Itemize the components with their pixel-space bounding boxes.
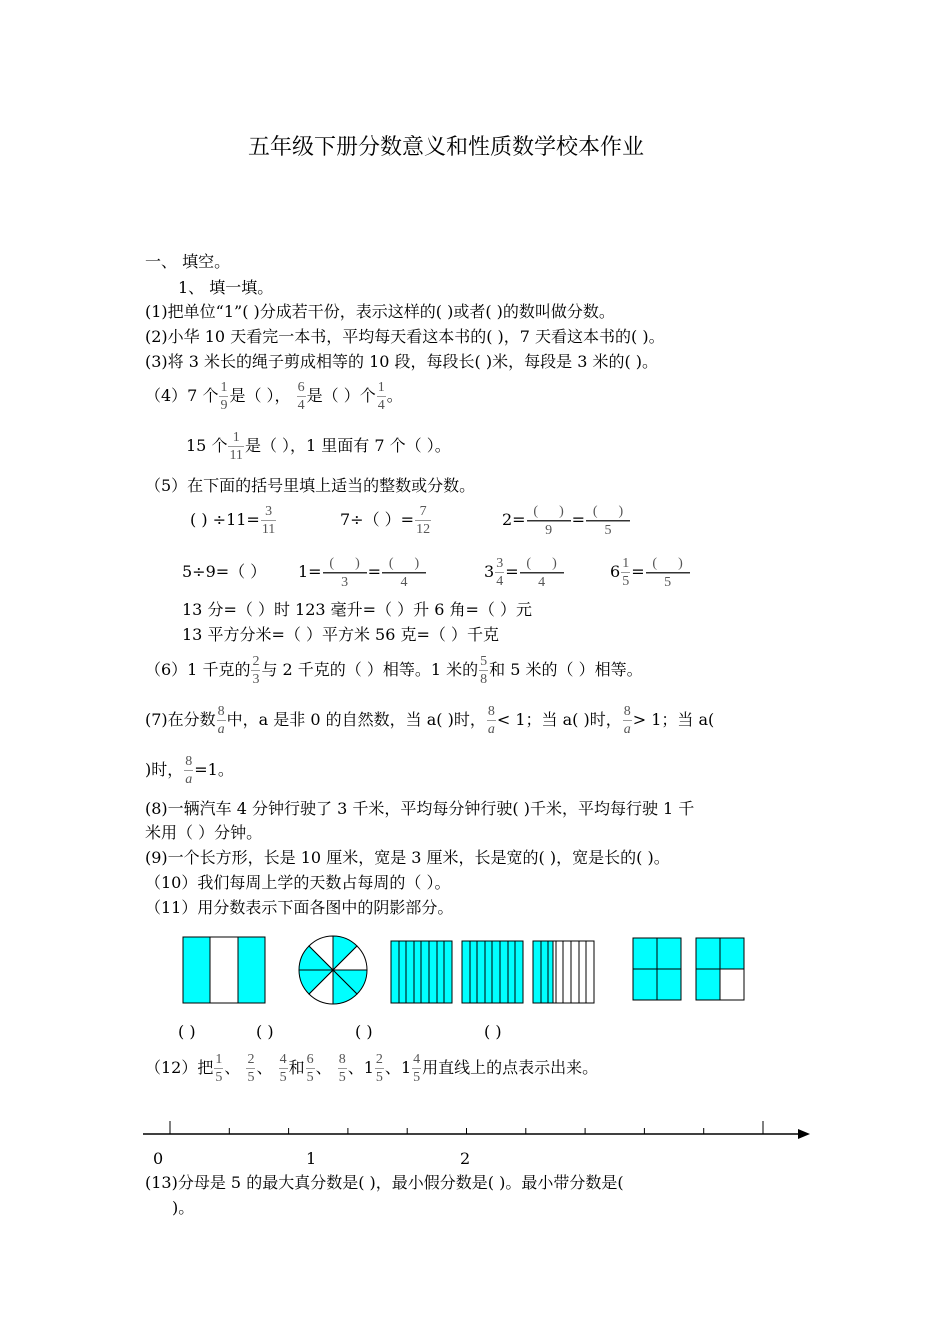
fraction: $\frac{4}{5}$ (413, 1052, 421, 1085)
fraction: $\frac{8}{a}$ (487, 704, 495, 737)
section-heading: 一、 填空。 (145, 252, 231, 271)
separator: 、 (315, 1058, 332, 1077)
fraction: $\frac{3}{11}$ (261, 504, 276, 537)
page-title: 五年级下册分数意义和性质数学校本作业 (248, 135, 645, 160)
fraction: $\frac{5}{8}$ (480, 654, 488, 687)
question-5: （5）在下面的括号里填上适当的整数或分数。 (145, 476, 476, 495)
q5-r2c: 3 (484, 562, 495, 581)
q7-g: =1。 (194, 760, 234, 779)
fraction: $\frac{6}{5}$ (306, 1052, 314, 1085)
question-6 (145, 650, 643, 690)
fraction: $\frac{8}{a}$ (185, 754, 193, 787)
q12-end: 用直线上的点表示出来。 (422, 1058, 599, 1077)
separator: 、 (224, 1058, 241, 1077)
q4-text-a: （4）7 个 (145, 386, 219, 405)
fraction: $\frac{3}{4}$ (496, 556, 504, 589)
q7-c: < 1；当 a( )时， (496, 710, 622, 729)
fraction: $\frac{2}{5}$ (375, 1052, 383, 1085)
fraction: $\frac{4}{5}$ (279, 1052, 287, 1085)
q5-r1a: ( ) ÷11= (190, 510, 260, 529)
number-line-label-2: 2 (460, 1149, 471, 1168)
q4-text-g: 是（ ），1 里面有 7 个（ ）。 (244, 436, 451, 455)
separator: 、 (384, 1058, 401, 1077)
q4-text-b: 是（ ）， (229, 386, 291, 405)
q5-r1c: 2= (502, 510, 526, 529)
q5-row-4: 13 平方分米=（ ）平方米 56 克=（ ）千克 (182, 625, 499, 644)
blank-fraction[interactable]: $\frac{( )}{5}$ (646, 555, 690, 591)
sub-heading: 1、 填一填。 (178, 278, 274, 297)
question-12 (145, 1048, 598, 1088)
fraction: $\frac{1}{5}$ (622, 556, 630, 589)
question-13-line-2: )。 (172, 1198, 195, 1217)
separator: 、 (347, 1058, 364, 1077)
q7-e: )时， (145, 760, 184, 779)
question-1: (1)把单位“1”( )分成若干份，表示这样的( )或者( )的数叫做分数。 (145, 302, 615, 321)
question-3: (3)将 3 米长的绳子剪成相等的 10 段，每段长( )米，每段是 3 米的( )。 (145, 352, 659, 371)
question-9: (9)一个长方形，长是 10 厘米，宽是 3 厘米，长是宽的( )，宽是长的( )。 (145, 848, 670, 867)
fraction: $\frac{1}{9}$ (220, 380, 228, 413)
equals: = (631, 562, 645, 581)
q4-text-c: 是（ ）个 (306, 386, 376, 405)
mixed-whole: 1 (400, 1058, 412, 1077)
figure-strip-partial (533, 941, 594, 1003)
and-word: 和 (288, 1058, 305, 1077)
q6-a: （6）1 千克的 (145, 660, 251, 679)
q5-row-2c (484, 552, 565, 592)
q5-row-1c (502, 500, 631, 540)
q5-row-2a (182, 552, 266, 592)
number-line (0, 1120, 950, 1150)
question-4-line-1 (145, 376, 403, 416)
question-8-line-1: (8)一辆汽车 4 分钟行驶了 3 千米，平均每分钟行驶( )千米，平均每行驶 1 千 (145, 799, 695, 818)
fraction: $\frac{1}{5}$ (215, 1052, 223, 1085)
q5-r2d: 6 (610, 562, 621, 581)
fraction: $\frac{8}{5}$ (338, 1052, 346, 1085)
blank-fraction[interactable]: $\frac{( )}{5}$ (586, 503, 630, 539)
fraction: $\frac{1}{11}$ (229, 430, 243, 463)
question-11: （11）用分数表示下面各图中的阴影部分。 (145, 898, 454, 917)
mixed-whole: 1 (363, 1058, 374, 1077)
figure-rect-thirds (183, 937, 265, 1003)
blank-fraction[interactable]: $\frac{( )}{4}$ (520, 555, 564, 591)
q6-c: 和 5 米的（ ）相等。 (489, 660, 643, 679)
blank-fraction[interactable]: $\frac{( )}{4}$ (382, 555, 426, 591)
answer-blank-2[interactable]: ( ) (256, 1022, 274, 1041)
equals: = (367, 562, 381, 581)
figure-strip-full-b (462, 941, 523, 1003)
blank-fraction[interactable]: $\frac{( )}{3}$ (323, 555, 367, 591)
figure-circle-eighths (299, 936, 367, 1004)
equals: = (571, 510, 585, 529)
question-4-line-2 (186, 426, 451, 466)
q7-a: (7)在分数 (145, 710, 216, 729)
fraction: $\frac{8}{a}$ (623, 704, 631, 737)
fraction: $\frac{2}{3}$ (252, 654, 260, 687)
fraction: $\frac{2}{5}$ (247, 1052, 255, 1085)
fraction: $\frac{6}{4}$ (297, 380, 305, 413)
q12-a: （12）把 (145, 1058, 214, 1077)
answer-blank-3[interactable]: ( ) (355, 1022, 373, 1041)
shaded-figures (0, 930, 950, 1010)
blank-fraction[interactable]: $\frac{( )}{9}$ (527, 503, 571, 539)
separator: 、 (256, 1058, 273, 1077)
number-line-label-1: 1 (306, 1149, 317, 1168)
fraction: $\frac{1}{4}$ (377, 380, 385, 413)
question-2: (2)小华 10 天看完一本书，平均每天看这本书的( )，7 天看这本书的( )。 (145, 327, 665, 346)
q4-text-d: 。 (386, 386, 403, 405)
q5-row-1 (190, 500, 277, 540)
figure-square-three-quarters (696, 938, 744, 1000)
q5-row-2b (298, 552, 427, 592)
question-7-line-1 (145, 700, 714, 740)
q5-r2b: 1= (298, 562, 322, 581)
number-line-label-0: 0 (153, 1149, 164, 1168)
question-13-line-1: (13)分母是 5 的最大真分数是( )，最小假分数是( )。最小带分数是( (145, 1173, 624, 1192)
question-7-line-2 (145, 750, 234, 790)
question-8-line-2: 米用（ ）分钟。 (145, 823, 263, 842)
q7-b: 中，a 是非 0 的自然数，当 a( )时， (226, 710, 486, 729)
answer-blank-4[interactable]: ( ) (484, 1022, 502, 1041)
q5-row-2d (610, 552, 691, 592)
q5-r1b: 7÷（ ）= (340, 510, 415, 529)
question-10: （10）我们每周上学的天数占每周的（ ）。 (145, 873, 451, 892)
answer-blank-1[interactable]: ( ) (178, 1022, 196, 1041)
q5-row-1b (340, 500, 432, 540)
fraction: $\frac{8}{a}$ (217, 704, 225, 737)
q7-d: > 1；当 a( (632, 710, 715, 729)
q5-row-3: 13 分=（ ）时 123 毫升=（ ）升 6 角=（ ）元 (182, 600, 532, 619)
figure-square-full (633, 938, 681, 1000)
fraction: $\frac{7}{12}$ (416, 504, 431, 537)
figure-strip-full-a (391, 941, 452, 1003)
equals: = (505, 562, 519, 581)
q4-text-e: 15 个 (186, 436, 228, 455)
q6-b: 与 2 千克的（ ）相等。1 米的 (261, 660, 479, 679)
q5-r2a: 5÷9=（ ） (182, 562, 267, 581)
